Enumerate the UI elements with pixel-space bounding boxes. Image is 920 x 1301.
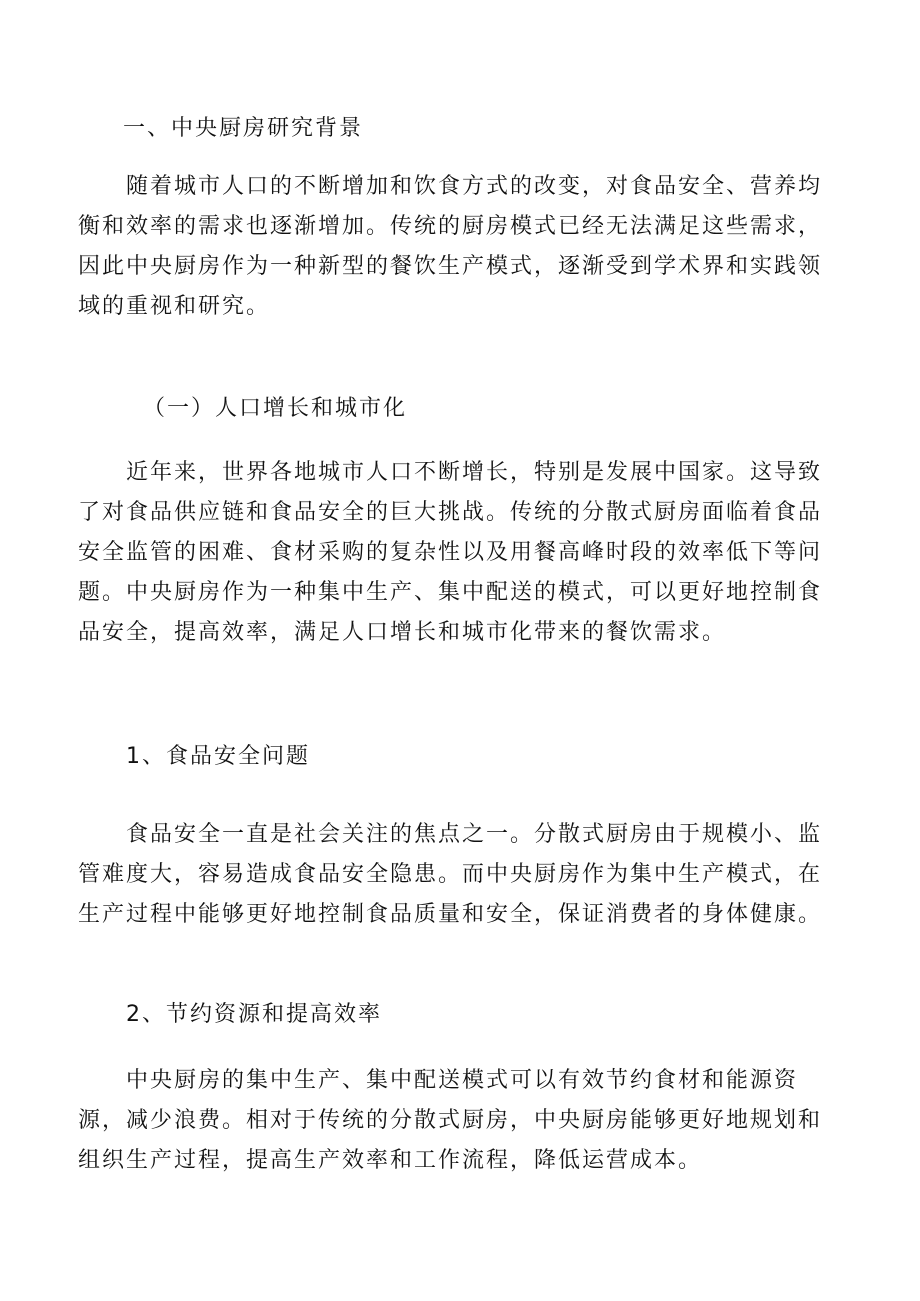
point-2-paragraph: 中央厨房的集中生产、集中配送模式可以有效节约食材和能源资源，减少浪费。相对于传统的分散式厨房，中央厨房能够更好地规划和组织生产过程，提高生产效率和工作流程，降低运营成本。 <box>78 1068 823 1173</box>
point-1-heading: 1、食品安全问题 <box>126 744 310 769</box>
point-2-heading: 2、节约资源和提高效率 <box>126 1002 382 1027</box>
section-heading: 一、中央厨房研究背景 <box>123 116 364 141</box>
subsection-paragraph: 近年来，世界各地城市人口不断增长，特别是发展中国家。这导致了对食品供应链和食品安全的巨大挑战。传统的分散式厨房面临着食品安全监管的困难、食材采购的复杂性以及用餐高峰时段的效率低下等问题。中央厨房作为一种集中生产、集中配送的模式，可以更好地控制食品安全，提高效率，满足人口增长和城市化带来的餐饮需求。 <box>78 460 823 645</box>
subsection-heading: （一）人口增长和城市化 <box>143 396 408 421</box>
point-1-paragraph: 食品安全一直是社会关注的焦点之一。分散式厨房由于规模小、监管难度大，容易造成食品安全隐患。而中央厨房作为集中生产模式，在生产过程中能够更好地控制食品质量和安全，保证消费者的身体健康。 <box>78 822 823 927</box>
intro-paragraph: 随着城市人口的不断增加和饮食方式的改变，对食品安全、营养均衡和效率的需求也逐渐增加。传统的厨房模式已经无法满足这些需求，因此中央厨房作为一种新型的餐饮生产模式，逐渐受到学术界和实践领域的重视和研究。 <box>78 174 823 319</box>
